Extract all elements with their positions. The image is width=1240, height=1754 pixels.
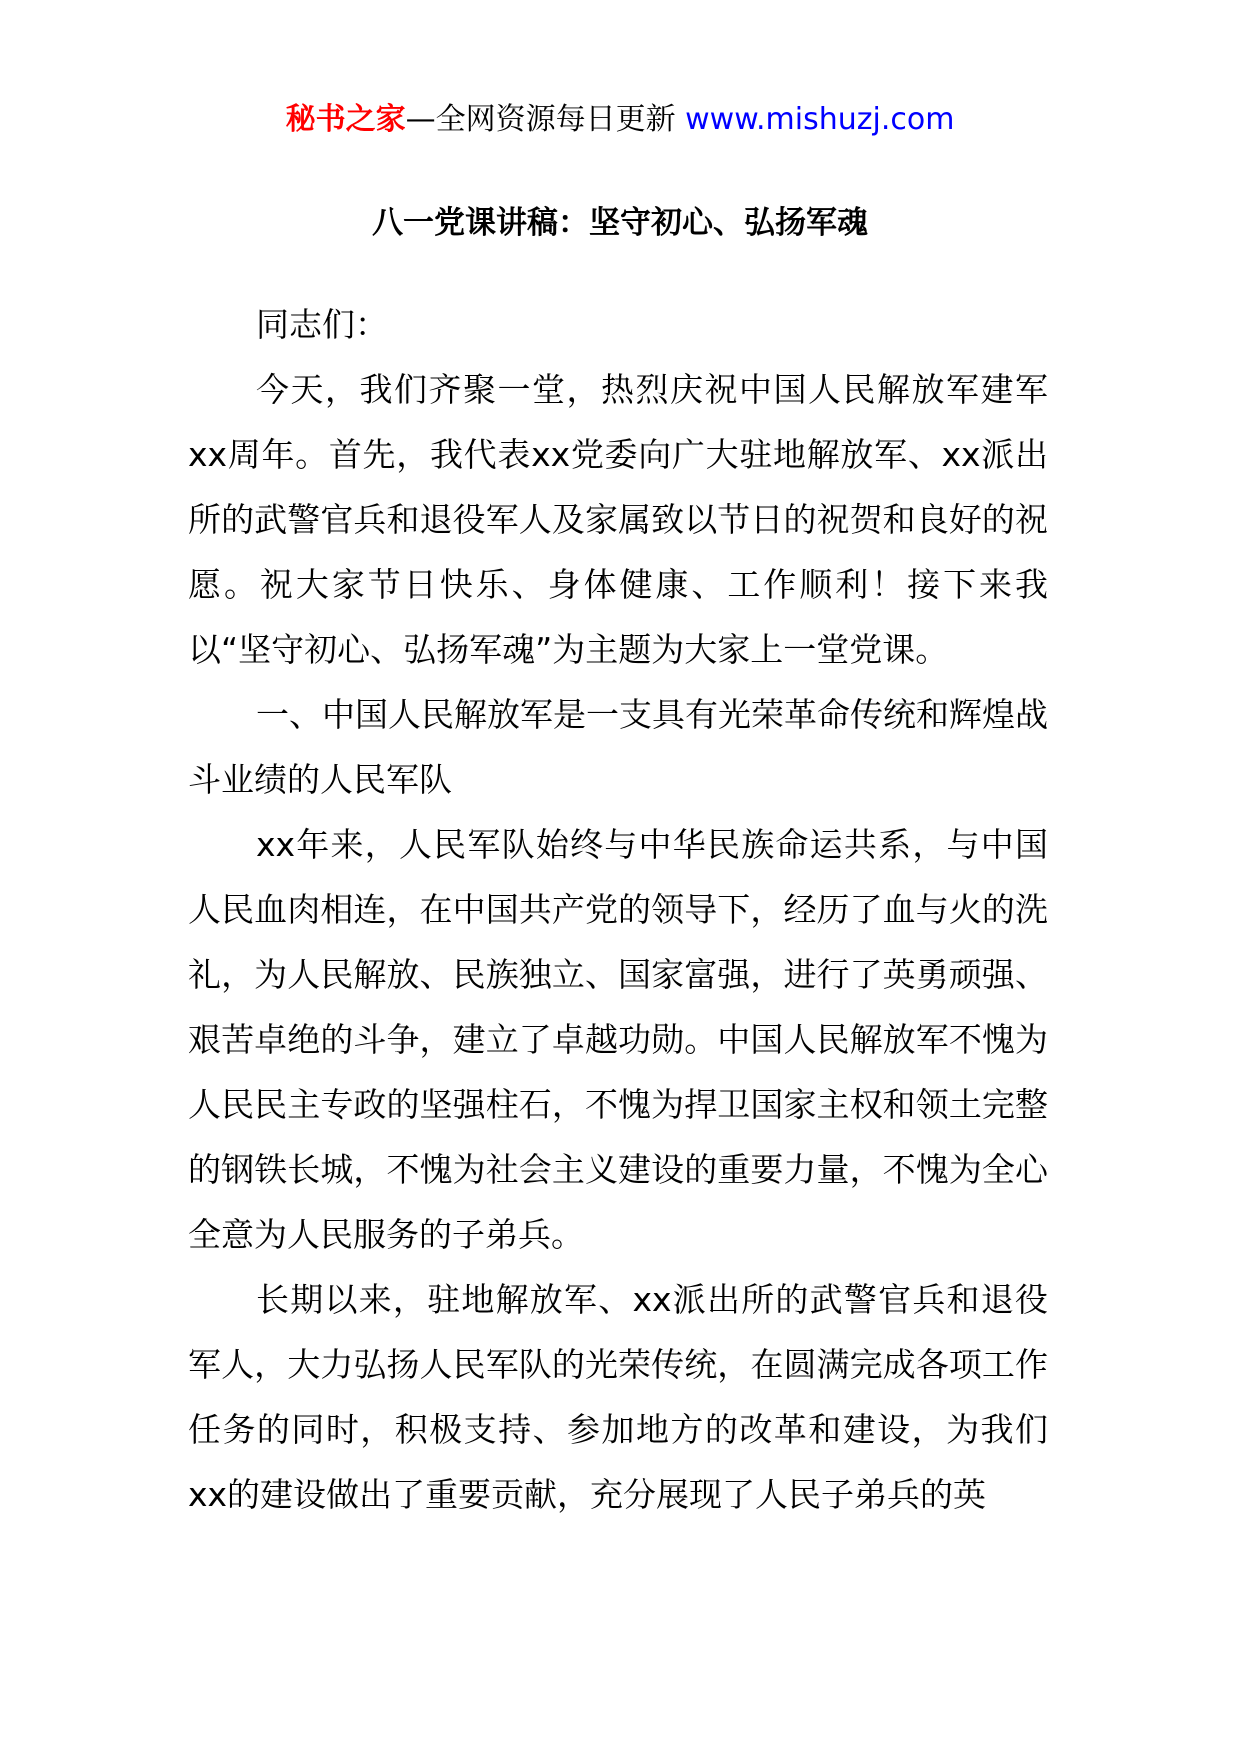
paragraph-intro: 今天，我们齐聚一堂，热烈庆祝中国人民解放军建军xx周年。首先，我代表xx党委向广大驻地解放军、xx派出所的武警官兵和退役军人及家属致以节日的祝贺和良好的祝愿。祝大家节日快乐、身体健康、工作顺利！接下来我以“坚守初心、弘扬军魂”为主题为大家上一堂党课。 (188, 370, 1048, 669)
paragraph-local-contribution: 长期以来，驻地解放军、xx派出所的武警官兵和退役军人，大力弘扬人民军队的光荣传统，在圆满完成各项工作任务的同时，积极支持、参加地方的改革和建设，为我们xx的建设做出了重要贡献，充分展现了人民子弟兵的英 (188, 1280, 1048, 1514)
paragraph-history: xx年来，人民军队始终与中华民族命运共系，与中国人民血肉相连，在中国共产党的领导下，经历了血与火的洗礼，为人民解放、民族独立、国家富强，进行了英勇顽强、艰苦卓绝的斗争，建立了卓越功勋。中国人民解放军不愧为人民民主专政的坚强柱石，不愧为捍卫国家主权和领土完整的钢铁长城，不愧为社会主义建设的重要力量，不愧为全心全意为人民服务的子弟兵。 (188, 825, 1048, 1254)
document-body (188, 292, 1048, 1527)
document-title: 八一党课讲稿：坚守初心、弘扬军魂 (372, 205, 868, 241)
site-brand: 秘书之家 (285, 102, 406, 137)
salutation: 同志们： (256, 305, 388, 344)
site-url-link[interactable]: www.mishuzj.com (685, 102, 955, 137)
section-heading-1: 一、中国人民解放军是一支具有光荣革命传统和辉煌战斗业绩的人民军队 (188, 695, 1048, 799)
site-header (0, 98, 1240, 142)
site-tagline: —全网资源每日更新 (405, 102, 676, 137)
